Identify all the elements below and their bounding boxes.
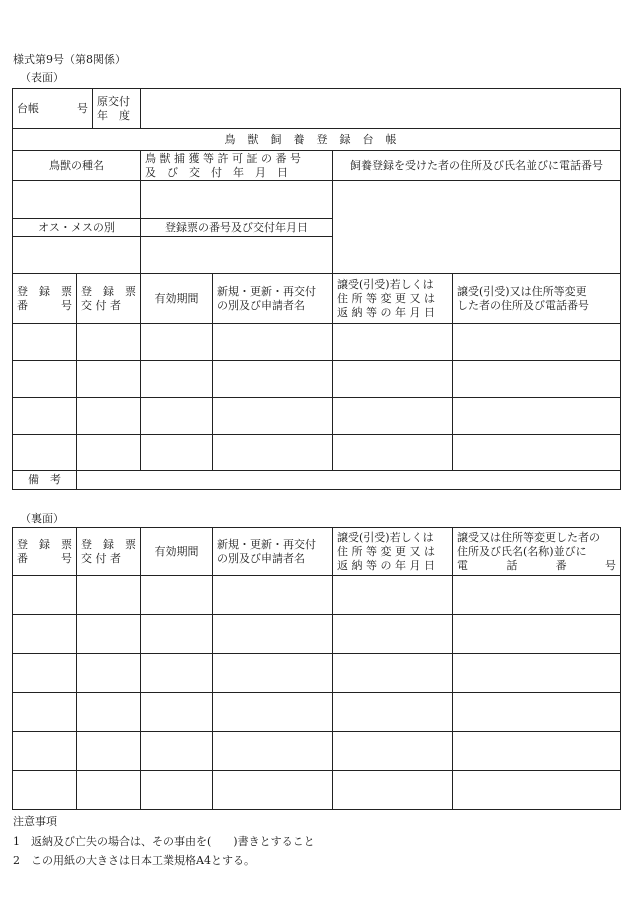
table-cell[interactable] [141,654,213,693]
table-cell[interactable] [453,693,621,732]
table-cell[interactable] [213,732,333,771]
col-text: 返 納 等 の 年 月 日 [337,305,435,319]
col-text: 交 付 者 [81,298,121,312]
front-ledger-table [12,88,621,129]
col-validity: 有効期間 [141,528,213,576]
table-cell[interactable] [77,576,141,615]
table-cell[interactable] [77,693,141,732]
table-row[interactable] [13,435,621,471]
col-text: 話 [506,558,518,572]
table-cell[interactable] [13,615,77,654]
col-text: の別及び申請者名 [217,551,305,565]
ledger-label: 台帳 [17,101,39,115]
note-item-2: 2 この用紙の大きさは日本工業規格A4とする。 [13,854,255,867]
sex-header: オス・メスの別 [13,219,141,237]
back-side-label: （裏面） [20,512,64,525]
col-text: 交 付 者 [81,551,121,565]
table-cell[interactable] [141,398,213,435]
col-text: 票 [61,284,72,298]
table-cell[interactable] [141,361,213,398]
table-cell[interactable] [213,576,333,615]
table-cell[interactable] [13,576,77,615]
col-text: 番 [555,558,567,572]
table-cell[interactable] [453,398,621,435]
remarks-field[interactable] [77,471,621,490]
col-text: 返 納 等 の 年 月 日 [337,558,435,572]
table-cell[interactable] [13,693,77,732]
col-text: 票 [61,537,72,551]
table-cell[interactable] [453,732,621,771]
ledger-number-label [13,89,93,129]
number-suffix-label: 号 [77,101,88,115]
col-text: 住 所 等 変 更 又 は [337,544,435,558]
table-cell[interactable] [213,398,333,435]
table-cell[interactable] [13,654,77,693]
table-cell[interactable] [213,771,333,810]
front-side-label: （表面） [20,71,64,84]
table-cell[interactable] [213,435,333,471]
col-text: 登 [17,284,28,298]
registrant-field[interactable] [333,181,621,274]
table-cell[interactable] [213,361,333,398]
col-validity: 有効期間 [141,274,213,324]
col-issuer [77,528,141,576]
table-cell[interactable] [333,361,453,398]
col-text: 号 [61,551,72,565]
table-row[interactable] [13,654,621,693]
col-text: 録 [103,284,114,298]
col-ticket-number [13,274,77,324]
permit-field[interactable] [141,181,333,219]
table-cell[interactable] [213,654,333,693]
table-cell[interactable] [213,693,333,732]
table-cell[interactable] [333,654,453,693]
col-text: 録 [39,537,50,551]
ledger-title: 鳥獣飼養登録台帳 [13,129,621,151]
col-transferee-name [453,528,621,576]
ticket-header: 登録票の番号及び交付年月日 [141,219,333,237]
back-history-table [12,527,621,810]
table-row[interactable] [13,615,621,654]
table-row[interactable] [13,324,621,361]
col-text: 録 [39,284,50,298]
registrant-header: 飼養登録を受けた者の住所及び氏名並びに電話番号 [333,151,621,181]
front-history-table [12,273,621,490]
table-row[interactable] [13,398,621,435]
table-cell[interactable] [13,435,77,471]
col-text: 譲受(引受)若しくは [337,277,434,291]
table-cell[interactable] [141,693,213,732]
table-cell[interactable] [453,654,621,693]
table-cell[interactable] [77,324,141,361]
permit-header-line-2: 及 び 交 付 年 月 日 [145,165,288,179]
permit-header-line-1: 鳥 獣 捕 獲 等 許 可 証 の 番 号 [145,151,301,165]
table-cell[interactable] [13,732,77,771]
table-row[interactable] [13,693,621,732]
table-cell[interactable] [333,615,453,654]
table-cell[interactable] [333,693,453,732]
col-text: 譲受(引受)若しくは [337,530,434,544]
species-field[interactable] [13,181,141,219]
table-cell[interactable] [333,732,453,771]
table-row[interactable] [13,361,621,398]
col-text: 登 [81,537,92,551]
table-cell[interactable] [333,398,453,435]
table-cell[interactable] [333,771,453,810]
front-registration-table [12,128,621,274]
table-cell[interactable] [141,732,213,771]
table-cell[interactable] [453,615,621,654]
col-text: 住所及び氏名(名称)並びに [457,544,587,558]
col-text: 新規・更新・再交付 [217,537,316,551]
col-text: 譲受(引受)又は住所等変更 [457,284,587,298]
table-cell[interactable] [77,732,141,771]
table-cell[interactable] [213,615,333,654]
col-text: 登 [17,537,28,551]
species-header: 鳥獣の種名 [13,151,141,181]
col-issuer [77,274,141,324]
table-cell[interactable] [77,654,141,693]
table-cell[interactable] [141,771,213,810]
table-cell[interactable] [453,324,621,361]
col-text: 号 [61,298,72,312]
col-text: 番 [17,298,28,312]
origin-year-field[interactable] [141,89,621,129]
col-text: 番 [17,551,28,565]
col-text: の別及び申請者名 [217,298,305,312]
col-text: 登 [81,284,92,298]
table-cell[interactable] [453,771,621,810]
remarks-label: 備 考 [13,471,77,490]
table-cell[interactable] [333,324,453,361]
table-cell[interactable] [213,324,333,361]
table-cell[interactable] [333,435,453,471]
col-issue-kind [213,274,333,324]
table-cell[interactable] [141,435,213,471]
table-row[interactable] [13,576,621,615]
table-cell[interactable] [141,324,213,361]
table-cell[interactable] [77,435,141,471]
table-cell[interactable] [77,398,141,435]
permit-header [141,151,333,181]
table-cell[interactable] [453,361,621,398]
col-text: 録 [103,537,114,551]
col-transfer-date [333,528,453,576]
form-number: 様式第9号（第8関係） [13,53,126,66]
col-text: 号 [604,558,616,572]
table-cell[interactable] [13,324,77,361]
origin-year-line-2: 年 度 [97,108,130,122]
table-cell[interactable] [141,576,213,615]
table-cell[interactable] [453,576,621,615]
col-text: 新規・更新・再交付 [217,284,316,298]
table-cell[interactable] [141,615,213,654]
sex-field[interactable] [13,237,141,274]
table-cell[interactable] [13,771,77,810]
col-text: 票 [125,537,136,551]
table-cell[interactable] [77,361,141,398]
col-text: した者の住所及び電話番号 [457,298,589,312]
table-row[interactable] [13,771,621,810]
origin-year-label [93,89,141,129]
col-transferee [453,274,621,324]
col-text: 電 [457,558,468,572]
table-cell[interactable] [13,398,77,435]
table-row[interactable] [13,732,621,771]
col-transfer-date [333,274,453,324]
table-cell[interactable] [77,771,141,810]
table-cell[interactable] [453,435,621,471]
table-cell[interactable] [333,576,453,615]
note-item-1: 1 返納及び亡失の場合は、その事由を( )書きとすること [13,835,315,848]
notes-heading: 注意事項 [13,815,57,828]
col-issue-kind [213,528,333,576]
col-text: 住 所 等 変 更 又 は [337,291,435,305]
ticket-field[interactable] [141,237,333,274]
col-ticket-number [13,528,77,576]
col-text: 譲受又は住所等変更した者の [457,530,600,544]
table-cell[interactable] [13,361,77,398]
origin-year-line-1: 原交付 [97,94,130,108]
col-text: 票 [125,284,136,298]
table-cell[interactable] [77,615,141,654]
